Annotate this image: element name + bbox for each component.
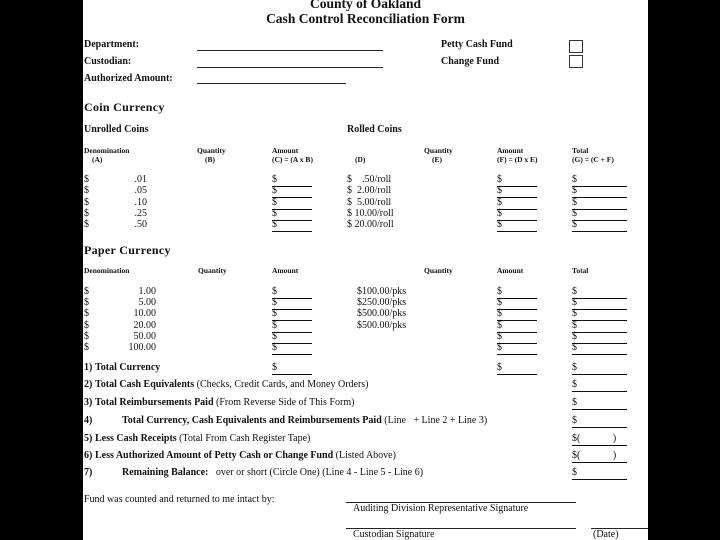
form-subtitle: Cash Control Reconciliation Form [266,11,465,26]
coin-denomination: .50 [134,219,147,231]
amount-c-field[interactable]: $ [272,198,312,210]
column-header: Amount [497,146,524,155]
summary-note: (From Reverse Side of This Form) [213,397,355,408]
roll-denomination: $ 20.00/roll [347,219,394,231]
petty-cash-fund-checkbox[interactable] [569,40,583,53]
bill-denomination: 10.00 [133,308,156,320]
line-number: 1) [84,362,93,373]
roll-denomination: $ 10.00/roll [347,207,394,219]
summary-line-3 [95,398,354,408]
pack-denomination: $250.00/pks [357,297,407,309]
currency-symbol: $ [84,342,89,353]
currency-symbol: $ [84,185,89,197]
amount-f-field[interactable]: $ [497,198,537,210]
column-header: Amount [497,266,524,275]
department-field[interactable] [197,50,383,51]
coin-currency-heading: Coin Currency [84,100,165,114]
roll-denomination: $ 5.00/roll [347,196,392,208]
pack-denomination: $500.00/pks [357,319,407,331]
column-header: Denomination [84,266,130,275]
petty-cash-fund-label: Petty Cash Fund [441,39,513,50]
currency-symbol: $ [84,207,89,219]
line-number: 3) [84,397,93,408]
amount-field[interactable]: $ [272,321,312,333]
summary-note: (Listed Above) [333,450,396,461]
amount-c-field[interactable]: $ [272,175,312,187]
roll-denomination: $ .50/roll [347,174,392,185]
column-header-formula: (D) [355,155,366,164]
column-header-formula: (G) = (C + F) [572,155,614,164]
currency-symbol: $ [84,330,89,342]
summary-note: (Total From Cash Register Tape) [176,433,311,444]
currency-symbol: $ [84,308,89,320]
total-g-field[interactable]: $ [572,209,627,221]
summary-note: over or short (Circle One) (Line 4 - Line 5 - Line 6) [208,467,424,478]
currency-symbol: $ [84,196,89,208]
summary-note: (Line + Line 2 + Line 3) [381,415,488,426]
total-field[interactable]: $ [572,332,627,344]
column-header-formula: (C) = (A x B) [272,155,313,164]
total-g-field[interactable]: $ [572,198,627,210]
currency-symbol: $ [84,286,89,297]
amount-f-field[interactable]: $ [497,220,537,232]
amount-field[interactable]: $ [272,332,312,344]
column-header: Quantity [198,266,227,275]
amount-field[interactable]: $ [272,298,312,310]
total-field[interactable]: $ [572,298,627,310]
currency-symbol: $ [84,297,89,309]
summary-amount-field[interactable]: $ [572,398,627,410]
total-g-field[interactable]: $ [572,186,627,198]
column-header: Quantity [424,266,453,275]
summary-label: Total Cash Equivalents [95,379,195,390]
amount-c-field[interactable]: $ [272,220,312,232]
summary-line-1 [95,363,160,373]
summary-note: (Checks, Credit Cards, and Money Orders) [194,379,369,390]
column-header: Amount [272,146,299,155]
summary-label: Less Cash Receipts [95,433,177,444]
line-number: 4) [84,415,93,426]
summary-label: Total Reimbursements Paid [95,397,214,408]
pack-amount-field[interactable]: $ [497,321,537,333]
roll-denomination: $ 2.00/roll [347,185,392,197]
coin-denomination: .01 [134,174,147,185]
amount-field[interactable]: $ [272,287,312,299]
change-fund-checkbox[interactable] [569,55,583,68]
total-field[interactable]: $ [572,343,627,355]
rolled-coins-heading: Rolled Coins [347,124,402,135]
pack-denomination: $100.00/pks [357,286,407,297]
summary-label: Remaining Balance: [122,467,209,478]
summary-label: Total Currency, Cash Equivalents and Reimbursements Paid [122,415,382,426]
pack-amount-field[interactable]: $ [497,309,537,321]
pack-denomination: $500.00/pks [357,308,407,320]
column-header: Amount [272,266,299,275]
amount-c-field[interactable]: $ [272,186,312,198]
summary-amount-field[interactable]: $( ) [572,451,627,463]
auditor-signature-label: Auditing Division Representative Signature [353,503,529,514]
coin-denomination: .10 [134,196,147,208]
unrolled-coins-heading: Unrolled Coins [84,124,149,135]
summary-amount-field[interactable]: $ [572,363,627,375]
summary-line-4 [122,416,487,426]
column-header: Quantity [424,146,453,155]
column-header: Total [572,266,589,275]
summary-amount-field[interactable]: $ [572,468,627,480]
bill-denomination: 50.00 [133,330,156,342]
summary-amount-field[interactable]: $ [572,416,627,428]
bill-denomination: 5.00 [138,297,156,309]
summary-amount-field[interactable]: $ [572,380,627,392]
bill-denomination: 1.00 [138,286,156,297]
change-fund-label: Change Fund [441,56,500,67]
authorized-amount-field[interactable] [197,83,346,84]
summary-label: Less Authorized Amount of Petty Cash or Change Fund [95,450,334,461]
total-g-field[interactable]: $ [572,175,627,187]
column-header-formula: (F) = (D x E) [497,155,538,164]
line-number: 2) [84,379,93,390]
paper-currency-heading: Paper Currency [84,243,171,257]
department-label: Department: [84,39,139,50]
total-field[interactable]: $ [572,321,627,333]
custodian-field[interactable] [197,67,383,68]
summary-line-2 [95,380,369,390]
column-header: Quantity [197,146,226,155]
column-header: Total [572,146,589,155]
fund-counted-statement: Fund was counted and returned to me intact by: [84,494,275,505]
column-header-formula: (E) [432,155,442,164]
amount-field[interactable]: $ [272,309,312,321]
amount-c-field[interactable]: $ [272,209,312,221]
custodian-label: Custodian: [84,56,132,67]
date-label: (Date) [593,529,619,540]
line-number: 7) [84,467,93,478]
line-number: 5) [84,433,93,444]
summary-line-6 [95,451,396,461]
total-field[interactable]: $ [572,309,627,321]
amount-f-field[interactable]: $ [497,175,537,187]
pack-amount-field[interactable]: $ [497,332,537,344]
currency-symbol: $ [84,319,89,331]
amount-field[interactable]: $ [272,343,312,355]
line-number: 6) [84,450,93,461]
total-currency-amount-field[interactable]: $ [272,363,312,375]
currency-symbol: $ [84,174,89,185]
coin-denomination: .25 [134,207,147,219]
form-page [83,0,648,540]
pack-amount-field[interactable]: $ [497,298,537,310]
amount-f-field[interactable]: $ [497,186,537,198]
column-header-formula: (A) [92,155,103,164]
pack-amount-field[interactable]: $ [497,287,537,299]
form-title: County of Oakland [309,0,422,11]
summary-amount-field[interactable]: $( ) [572,434,627,446]
amount-f-field[interactable]: $ [497,209,537,221]
bill-denomination: 20.00 [133,319,156,331]
authorized-amount-label: Authorized Amount: [84,73,173,84]
custodian-signature-label: Custodian Signature [353,529,435,540]
summary-line-5 [95,434,310,444]
column-header: Denomination [84,146,130,155]
summary-label: Total Currency [95,362,161,373]
column-header-formula: (B) [205,155,215,164]
bill-denomination: 100.00 [128,342,156,353]
total-g-field[interactable]: $ [572,220,627,232]
pack-amount-field[interactable]: $ [497,343,537,355]
currency-symbol: $ [84,219,89,231]
summary-line-7 [122,468,423,478]
total-currency-pack-field[interactable]: $ [497,363,537,375]
total-field[interactable]: $ [572,287,627,299]
coin-denomination: .05 [134,185,147,197]
